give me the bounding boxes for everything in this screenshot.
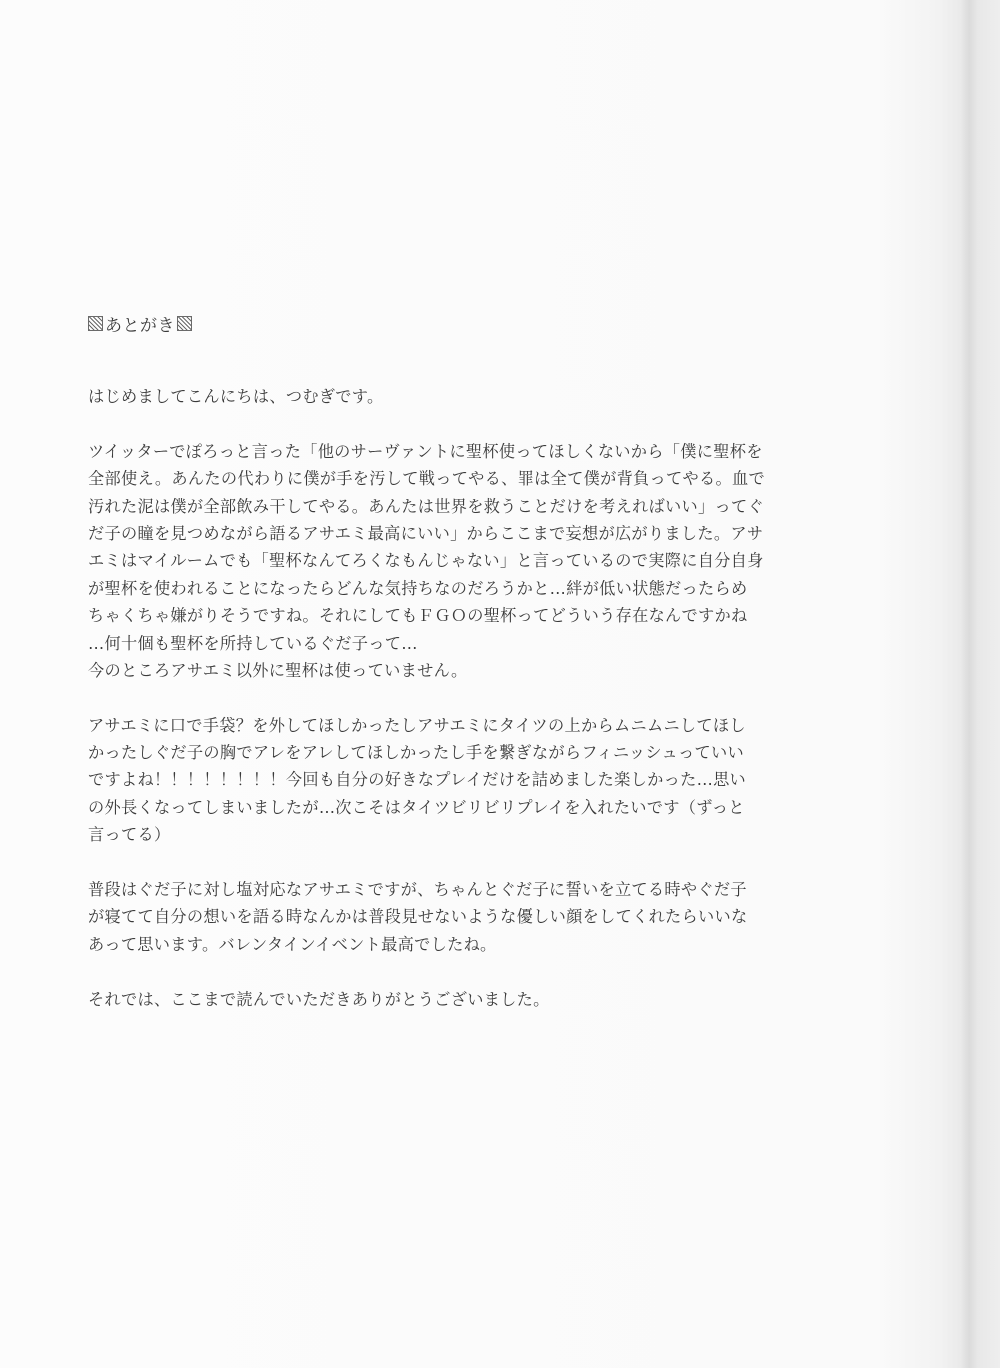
body-line: 普段はぐだ子に対し塩対応なアサエミですが、ちゃんとぐだ子に誓いを立てる時やぐだ子 xyxy=(88,880,747,900)
body-line: …何十個も聖杯を所持しているぐだ子って… xyxy=(88,633,418,653)
body-line: が寝てて自分の想いを語る時なんかは普段見せないような優しい顔をしてくれたらいいな xyxy=(88,907,748,927)
body-line: エミはマイルームでも「聖杯なんてろくなもんじゃない」と言っているので実際に自分自身 xyxy=(88,551,764,571)
body-line: だ子の瞳を見つめながら語るアサエミ最高にいい」からここまで妄想が広がりました。アサ xyxy=(88,523,764,543)
afterword-heading xyxy=(88,311,192,335)
body-line: 今のところアサエミ以外に聖杯は使っていません。 xyxy=(88,660,468,680)
body-line: ですよね！！！！！！！！今回も自分の好きなプレイだけを詰めました楽しかった…思い xyxy=(88,770,747,790)
body-line: ツイッターでぽろっと言った「他のサーヴァントに聖杯使ってほしくないから「僕に聖杯を xyxy=(88,441,763,461)
hatch-box-icon xyxy=(88,316,103,331)
body-line: はじめましてこんにちは、つむぎです。 xyxy=(88,387,384,406)
hatch-box-icon xyxy=(177,316,192,331)
binding-gutter-shadow xyxy=(960,0,978,1368)
body-line: が聖杯を使われることになったらどんな気持ちなのだろうかと…絆が低い状態だったらめ xyxy=(88,578,748,598)
afterword-body xyxy=(88,383,788,1013)
paragraph-gap xyxy=(88,849,788,876)
paragraph-gap xyxy=(88,958,788,985)
body-line: かったしぐだ子の胸でアレをアレしてほしかったし手を繋ぎながらフィニッシュっていい xyxy=(88,743,744,763)
paragraph-gap xyxy=(88,410,788,437)
body-line: 言ってる） xyxy=(88,825,171,845)
afterword-heading-text: あとがき xyxy=(105,315,175,336)
body-line: の外長くなってしまいましたが…次こそはタイツビリビリプレイを入れたいです（ずっと xyxy=(88,797,745,817)
body-line: 汚れた泥は僕が全部飲み干してやる。あんたは世界を救うことだけを考えればいい」ってぐ xyxy=(88,496,764,516)
body-line: あって思います。バレンタインイベント最高でしたね。 xyxy=(88,934,497,954)
body-line: それでは、ここまで読んでいただきありがとうございました。 xyxy=(88,989,550,1009)
body-line: アサエミに口で手袋？を外してほしかったしアサエミにタイツの上からムニムニしてほし xyxy=(88,715,746,735)
body-line: 全部使え。あんたの代わりに僕が手を汚して戦ってやる、罪は全て僕が背負ってやる。血で xyxy=(88,469,765,489)
paragraph-gap xyxy=(88,684,788,711)
body-line: ちゃくちゃ嫌がりそうですね。それにしてもＦＧＯの聖杯ってどういう存在なんですかね xyxy=(88,606,748,626)
